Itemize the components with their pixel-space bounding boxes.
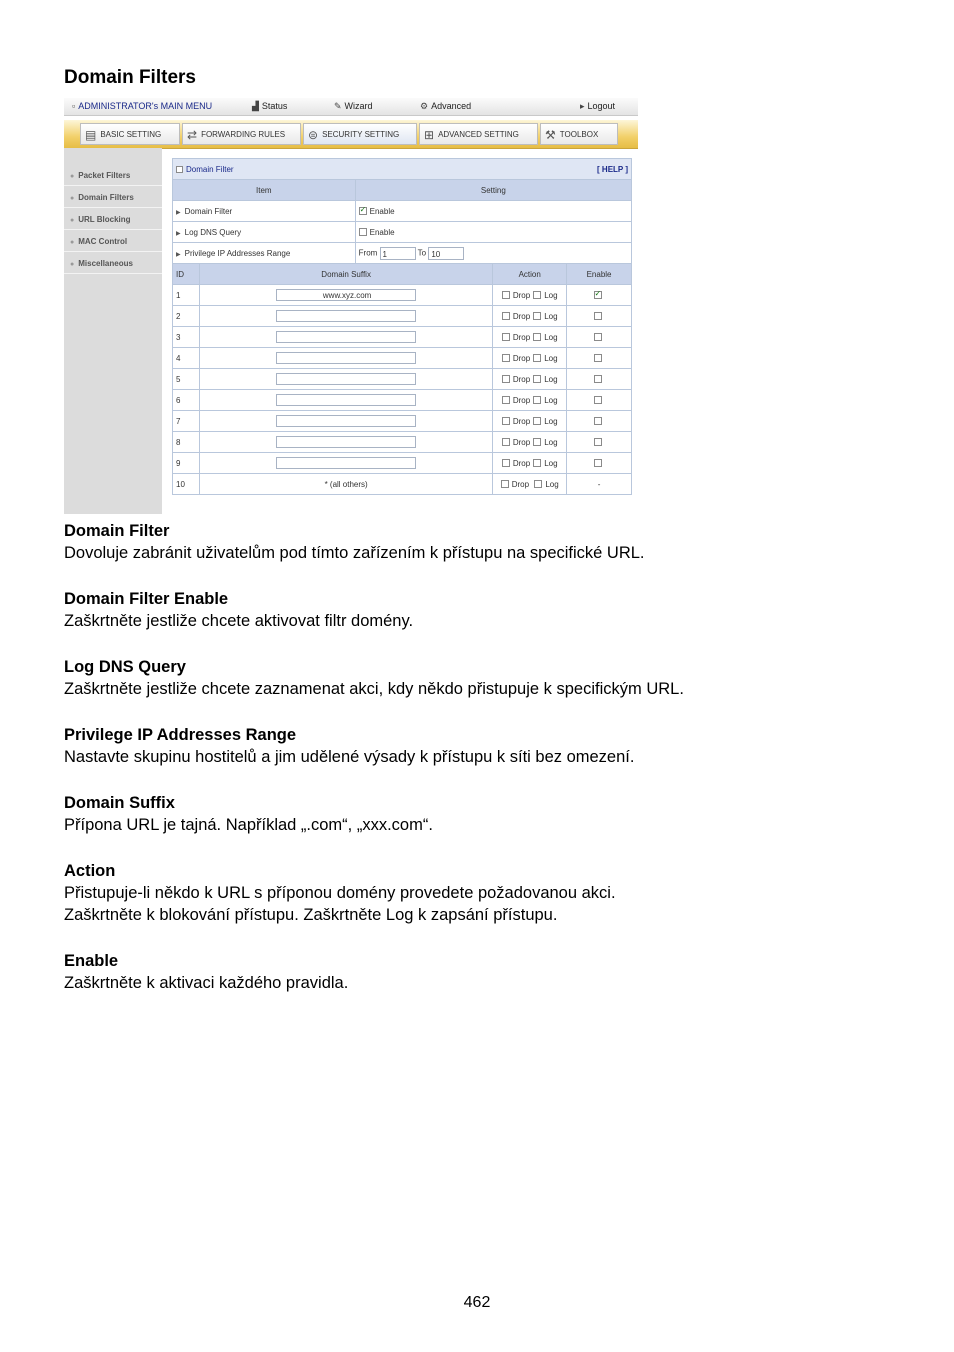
bullet-icon: ● [70,261,75,268]
rule-enable-cell [567,390,632,411]
setting-item-cell [173,201,356,222]
table-row [173,453,632,474]
log-checkbox[interactable] [533,375,541,383]
rule-action-cell [493,432,567,453]
main-tab-bar [64,120,638,149]
table-row [173,348,632,369]
section-text: Zaškrtněte jestliže chcete aktivovat filtr domény. [64,612,414,630]
log-label: Log [544,290,558,300]
log-dns-query-enable-checkbox[interactable] [359,228,367,236]
setting-value-cell [355,201,631,222]
privilege-ip-range-row [173,243,632,264]
router-ui-screenshot [64,98,638,514]
table-row [173,411,632,432]
from-label: From [358,248,378,258]
rule-enable-text: - [567,474,632,495]
doc-section [64,520,884,564]
rule-enable-checkbox[interactable] [594,312,602,320]
forward-icon: ⇄ [187,128,198,142]
tab-advanced-setting[interactable] [419,123,538,145]
rule-action-cell [493,348,567,369]
table-row [173,285,632,306]
log-checkbox[interactable] [533,459,541,467]
log-checkbox[interactable] [533,312,541,320]
doc-section [64,588,884,632]
sidebar-item-label: Domain Filters [78,193,134,202]
domain-suffix-input[interactable] [276,352,416,364]
doc-section [64,656,884,700]
ip-range-from-input[interactable]: 1 [380,247,416,260]
tab-label: SECURITY SETTING [322,130,400,140]
rule-enable-cell [567,432,632,453]
drop-checkbox[interactable] [502,438,510,446]
bullet-icon: ● [70,195,75,202]
ip-range-to-input[interactable]: 10 [428,247,464,260]
arrow-right-icon: ▶ [176,209,181,216]
rule-action-cell [493,306,567,327]
top-menu-bar [64,98,638,116]
col-enable-header: Enable [567,264,632,285]
section-text: Zaškrtněte k blokování přístupu. Zaškrtněte Log k zapsání přístupu. [64,906,558,924]
tab-label: ADVANCED SETTING [438,130,519,140]
wizard-label: Wizard [344,101,373,111]
toolbox-icon: ⚒ [545,128,556,142]
status-link[interactable] [252,100,287,112]
table-row [173,390,632,411]
log-label: Log [544,311,558,321]
setting-item-cell [173,222,356,243]
advanced-link[interactable] [420,100,471,112]
section-text: Přípona URL je tajná. Například „.com“, „xxx.com“. [64,816,433,834]
rule-enable-checkbox[interactable] [594,396,602,404]
drop-label: Drop [512,395,531,405]
help-link[interactable]: [ HELP ] [597,164,628,174]
rule-id: 10 [173,474,200,495]
rule-enable-cell [567,306,632,327]
rule-suffix-cell [199,411,492,432]
rule-enable-checkbox[interactable] [594,459,602,467]
drop-label: Drop [512,332,531,342]
drop-checkbox[interactable] [502,291,510,299]
sidebar-item-domain-filters[interactable] [64,187,162,208]
rule-action-cell [493,285,567,306]
setting-item-cell [173,243,356,264]
col-action-header: Action [493,264,567,285]
page-number: 462 [463,1294,491,1311]
admin-main-menu-link[interactable] [72,100,212,112]
setting-label: Privilege IP Addresses Range [184,248,291,258]
drop-label: Drop [512,416,531,426]
domain-suffix-input[interactable] [276,415,416,427]
rule-action-cell [493,411,567,432]
domain-suffix-input[interactable] [276,331,416,343]
rule-enable-cell [567,411,632,432]
wizard-icon: ✎ [334,101,342,111]
sidebar-item-mac-control[interactable] [64,231,162,252]
drop-label: Drop [511,479,530,489]
tab-label: FORWARDING RULES [201,130,286,140]
domain-filter-enable-checkbox[interactable] [359,207,367,215]
log-checkbox[interactable] [533,354,541,362]
drop-checkbox[interactable] [502,459,510,467]
rule-id: 6 [173,390,200,411]
rule-action-cell [493,390,567,411]
rule-action-cell [493,369,567,390]
domain-suffix-input[interactable] [276,373,416,385]
bullet-icon: ● [70,217,75,224]
drop-label: Drop [512,290,531,300]
tab-basic-setting[interactable] [80,123,180,145]
to-label: To [417,248,427,258]
sidebar-item-label: MAC Control [78,237,128,246]
log-dns-query-setting-row [173,222,632,243]
rule-id: 8 [173,432,200,453]
log-checkbox[interactable] [533,396,541,404]
col-id-header: ID [173,264,200,285]
panel-title-row [173,159,632,180]
panel-square-icon [176,166,183,173]
rule-suffix-text: * (all others) [199,474,492,495]
col-domain-suffix-header: Domain Suffix [199,264,492,285]
log-label: Log [545,479,559,489]
section-text: Dovoluje zabránit uživatelům pod tímto zařízením k přístupu na specifické URL. [64,544,645,562]
setting-value-cell [355,243,631,264]
rule-enable-checkbox[interactable] [594,417,602,425]
rules-body [173,285,632,474]
rule-action-cell [493,474,567,495]
tab-security-setting[interactable] [303,123,417,145]
log-checkbox[interactable] [533,438,541,446]
tab-label: BASIC SETTING [100,130,162,140]
log-checkbox[interactable] [533,417,541,425]
checkbox-label: Enable [369,227,395,237]
rule-enable-cell [567,453,632,474]
rule-enable-checkbox[interactable] [594,291,602,299]
menu-square-icon: ▫ [72,101,76,111]
rule-action-cell [493,453,567,474]
section-heading: Privilege IP Addresses Range [64,726,297,744]
log-label: Log [544,374,558,384]
page-title: Domain Filters [64,67,196,88]
log-checkbox[interactable] [533,333,541,341]
log-checkbox[interactable] [534,480,542,488]
rule-id: 9 [173,453,200,474]
status-label: Status [261,101,288,111]
setting-label: Log DNS Query [184,227,242,237]
section-text: Zaškrtněte jestliže chcete zaznamenat akci, kdy někdo přistupuje k specifickým URL. [64,680,684,698]
logout-label: Logout [587,101,616,111]
rule-id: 5 [173,369,200,390]
domain-suffix-input[interactable]: www.xyz.com [276,289,416,301]
arrow-right-icon: ▶ [176,251,181,258]
table-row [173,432,632,453]
rule-enable-checkbox[interactable] [594,375,602,383]
table-row [173,369,632,390]
rule-enable-cell [567,327,632,348]
rule-enable-checkbox[interactable] [594,438,602,446]
sidebar [64,148,162,514]
doc-section [64,860,884,926]
section-text: Zaškrtněte k aktivaci každého pravidla. [64,974,349,992]
log-label: Log [544,353,558,363]
drop-label: Drop [512,458,531,468]
col-setting-header: Setting [355,180,631,201]
drop-checkbox[interactable] [502,312,510,320]
wizard-link[interactable] [334,100,373,112]
section-text: Přistupuje-li někdo k URL s příponou domény provedete požadovanou akci. [64,884,616,902]
section-heading: Enable [64,952,119,970]
rule-enable-cell [567,348,632,369]
document-body [64,520,884,1018]
drop-checkbox[interactable] [501,480,509,488]
rule-suffix-cell [199,369,492,390]
domain-filter-setting-row [173,201,632,222]
section-heading: Action [64,862,116,880]
setting-label: Domain Filter [184,206,233,216]
doc-section [64,792,884,836]
rule-action-cell [493,327,567,348]
drop-checkbox[interactable] [502,333,510,341]
rule-enable-cell [567,369,632,390]
sidebar-item-packet-filters[interactable] [64,165,162,186]
log-checkbox[interactable] [533,291,541,299]
domain-suffix-input[interactable] [276,394,416,406]
logout-link[interactable] [580,100,615,112]
drop-label: Drop [512,437,531,447]
checkbox-label: Enable [369,206,395,216]
section-heading: Domain Filter Enable [64,590,229,608]
settings-header-row [173,180,632,201]
bullet-icon: ● [70,239,75,246]
log-label: Log [544,416,558,426]
rule-id: 1 [173,285,200,306]
rule-enable-cell [567,285,632,306]
network-icon: ⊞ [424,128,435,142]
doc-section [64,950,884,994]
drop-checkbox[interactable] [502,354,510,362]
rule-id: 2 [173,306,200,327]
log-label: Log [544,332,558,342]
table-row [173,474,632,495]
log-label: Log [544,395,558,405]
sidebar-item-label: URL Blocking [78,215,131,224]
drop-label: Drop [512,374,531,384]
section-heading: Domain Filter [64,522,170,540]
folder-icon: ▤ [85,128,97,142]
panel-title: Domain Filter [186,164,234,174]
rule-suffix-cell [199,327,492,348]
panel-title-cell [173,159,632,180]
rule-suffix-cell [199,390,492,411]
admin-menu-label: ADMINISTRATOR's MAIN MENU [78,101,213,111]
domain-suffix-input[interactable] [276,436,416,448]
rule-id: 3 [173,327,200,348]
advanced-icon: ⚙ [420,101,429,111]
rule-id: 4 [173,348,200,369]
rule-suffix-cell [199,348,492,369]
rule-enable-checkbox[interactable] [594,333,602,341]
section-heading: Log DNS Query [64,658,186,676]
doc-section [64,724,884,768]
arrow-right-icon: ▶ [176,230,181,237]
sidebar-item-miscellaneous[interactable] [64,253,162,274]
sidebar-item-label: Miscellaneous [78,259,133,268]
section-text: Nastavte skupinu hostitelů a jim udělené výsady k přístupu k síti bez omezení. [64,748,635,766]
sidebar-item-label: Packet Filters [78,171,131,180]
bullet-icon: ● [70,173,75,180]
table-row [173,306,632,327]
drop-label: Drop [512,353,531,363]
security-icon: ⊜ [308,128,319,142]
domain-filter-table [172,158,632,495]
rule-suffix-cell [199,432,492,453]
rule-suffix-cell [199,453,492,474]
section-heading: Domain Suffix [64,794,175,812]
rules-header-row [173,264,632,285]
domain-suffix-input[interactable] [276,457,416,469]
drop-label: Drop [512,311,531,321]
tab-label: TOOLBOX [559,130,599,140]
status-icon: ▟ [252,101,259,111]
drop-checkbox[interactable] [502,375,510,383]
rule-suffix-cell [199,285,492,306]
tab-toolbox[interactable] [540,123,618,145]
tab-forwarding-rules[interactable] [182,123,301,145]
domain-filter-panel [172,158,632,495]
table-row [173,327,632,348]
log-label: Log [544,458,558,468]
rule-id: 7 [173,411,200,432]
advanced-label: Advanced [431,101,472,111]
rule-suffix-cell [199,306,492,327]
rule-enable-checkbox[interactable] [594,354,602,362]
col-item-header: Item [173,180,356,201]
setting-value-cell [355,222,631,243]
domain-suffix-input[interactable] [276,310,416,322]
arrow-right-icon: ▸ [580,101,585,111]
log-label: Log [544,437,558,447]
drop-checkbox[interactable] [502,396,510,404]
sidebar-item-url-blocking[interactable] [64,209,162,230]
drop-checkbox[interactable] [502,417,510,425]
